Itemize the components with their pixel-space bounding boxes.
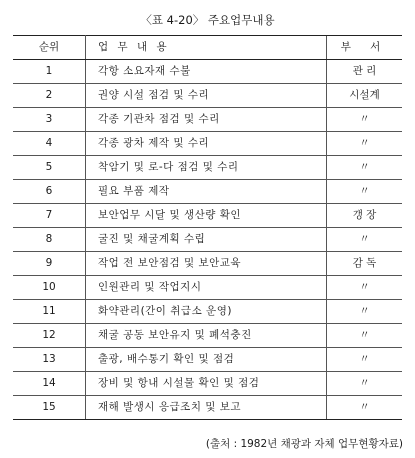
- table-row: [13, 348, 402, 372]
- row-rank: 14: [13, 372, 86, 396]
- table-row: [13, 156, 402, 180]
- row-rank: 4: [13, 132, 86, 156]
- row-rank: 7: [13, 204, 86, 228]
- table-row: [13, 84, 402, 108]
- row-rank: 11: [13, 300, 86, 324]
- row-rank: 12: [13, 324, 86, 348]
- row-task: 채굴 공동 보안유지 및 폐석충진: [86, 324, 327, 348]
- table-row: [13, 228, 402, 252]
- header-dept: 부 서: [327, 36, 403, 60]
- row-rank: 10: [13, 276, 86, 300]
- row-dept: 〃: [327, 348, 403, 372]
- duties-table: [13, 35, 402, 420]
- row-dept: 〃: [327, 324, 403, 348]
- row-task: 굴진 및 채굴계획 수립: [86, 228, 327, 252]
- row-task: 화약관리(간이 취급소 운영): [86, 300, 327, 324]
- row-task: 각항 소요자재 수불: [86, 60, 327, 84]
- row-rank: 2: [13, 84, 86, 108]
- table-row: [13, 204, 402, 228]
- row-dept: 〃: [327, 132, 403, 156]
- table-row: [13, 276, 402, 300]
- row-dept: 〃: [327, 228, 403, 252]
- source-note: (출처 : 1982년 채광과 자체 업무현황자료): [205, 438, 403, 450]
- row-dept: 〃: [327, 396, 403, 420]
- row-rank: 9: [13, 252, 86, 276]
- table-row: [13, 300, 402, 324]
- row-rank: 13: [13, 348, 86, 372]
- table-row: [13, 108, 402, 132]
- table-row: [13, 324, 402, 348]
- row-task: 필요 부품 제작: [86, 180, 327, 204]
- row-task: 보안업무 시달 및 생산량 확인: [86, 204, 327, 228]
- table-caption: 〈표 4-20〉 주요업무내용: [140, 13, 275, 27]
- row-rank: 8: [13, 228, 86, 252]
- row-rank: 6: [13, 180, 86, 204]
- row-dept: 갱 장: [327, 204, 403, 228]
- row-task: 착암기 및 로-다 점검 및 수리: [86, 156, 327, 180]
- row-dept: 관 리: [327, 60, 403, 84]
- row-dept: 감 독: [327, 252, 403, 276]
- table-row: [13, 396, 402, 420]
- row-task: 권양 시설 점검 및 수리: [86, 84, 327, 108]
- row-dept: 〃: [327, 180, 403, 204]
- header-task: 업 무 내 용: [86, 36, 327, 60]
- table-row: [13, 60, 402, 84]
- row-task: 각종 광차 제작 및 수리: [86, 132, 327, 156]
- row-dept: 시설계: [327, 84, 403, 108]
- row-rank: 1: [13, 60, 86, 84]
- table-header-row: [13, 36, 402, 60]
- row-rank: 15: [13, 396, 86, 420]
- row-dept: 〃: [327, 156, 403, 180]
- table-row: [13, 372, 402, 396]
- row-dept: 〃: [327, 372, 403, 396]
- row-task: 각종 기관차 점검 및 수리: [86, 108, 327, 132]
- row-dept: 〃: [327, 276, 403, 300]
- table-row: [13, 252, 402, 276]
- row-task: 재해 발생시 응급조치 및 보고: [86, 396, 327, 420]
- row-rank: 5: [13, 156, 86, 180]
- table-row: [13, 132, 402, 156]
- row-task: 장비 및 항내 시설물 확인 및 점검: [86, 372, 327, 396]
- row-rank: 3: [13, 108, 86, 132]
- table-row: [13, 180, 402, 204]
- row-task: 작업 전 보안점검 및 보안교육: [86, 252, 327, 276]
- row-dept: 〃: [327, 300, 403, 324]
- row-task: 인원관리 및 작업지시: [86, 276, 327, 300]
- header-rank: 순위: [13, 36, 86, 60]
- row-task: 출광, 배수통기 확인 및 점검: [86, 348, 327, 372]
- row-dept: 〃: [327, 108, 403, 132]
